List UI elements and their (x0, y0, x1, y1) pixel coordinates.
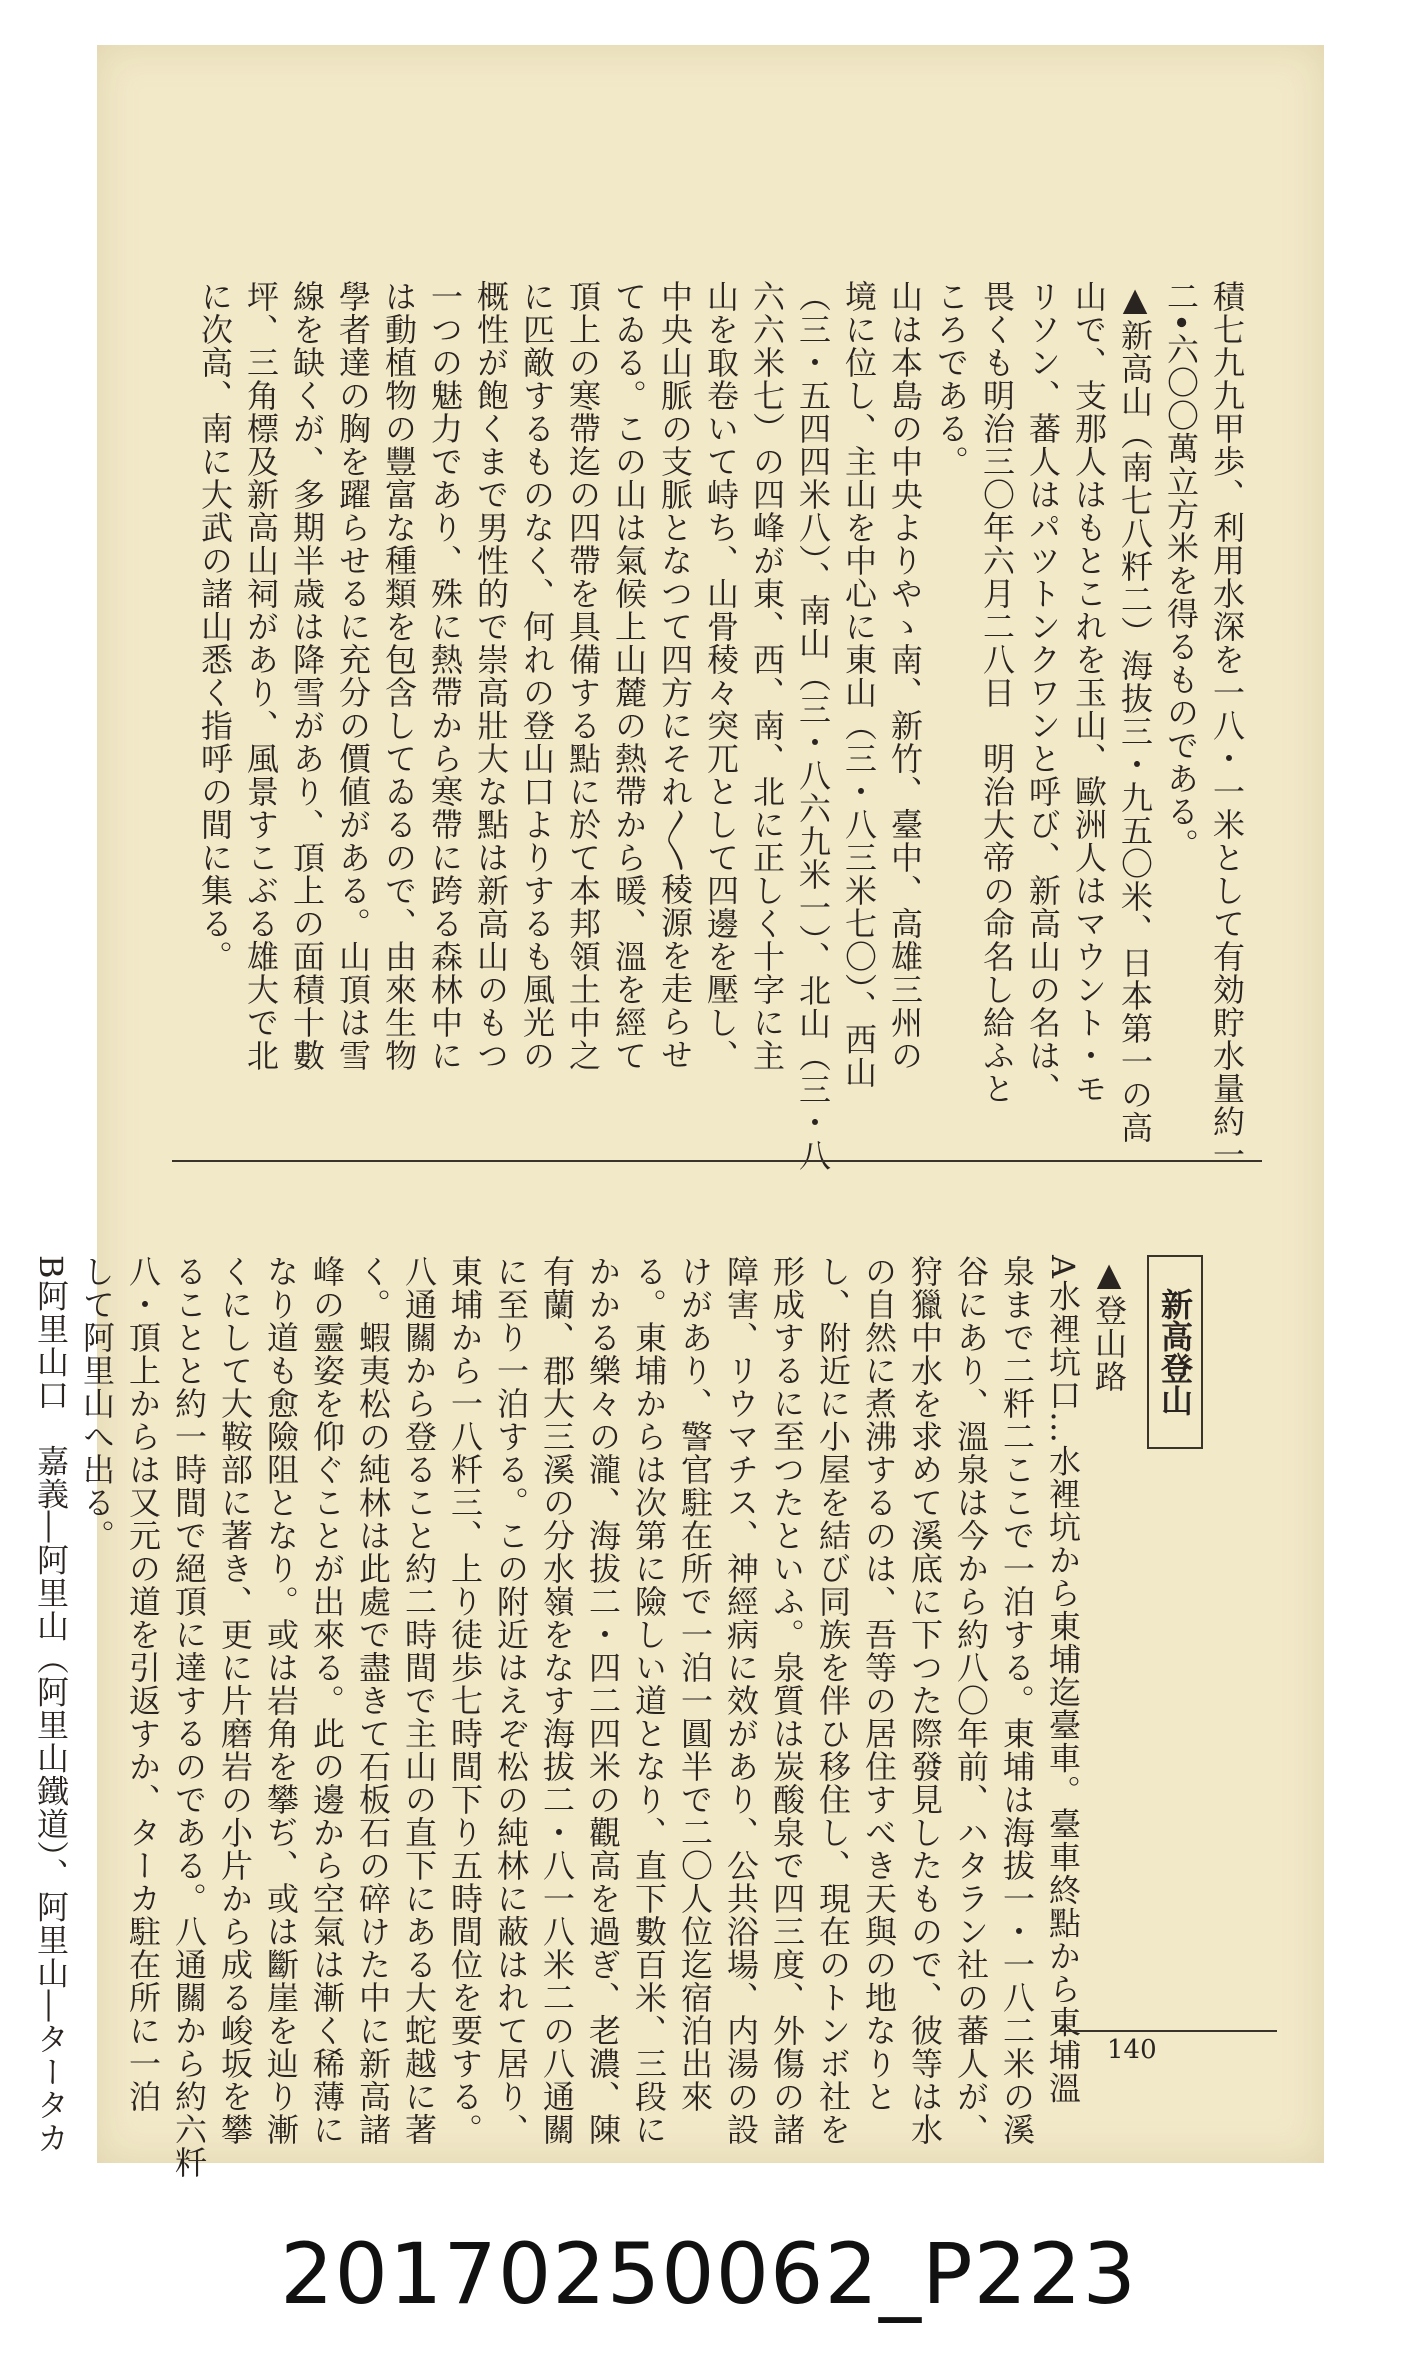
text-column: く。蝦夷松の純林は此處で盡きて石板石の碎けた中に新高諸 (354, 1255, 392, 2146)
text-column: は動植物の豐富な種類を包含してゐるので、由來生物 (380, 280, 418, 1072)
text-column: 山は本島の中央よりやゝ南、新竹、臺中、高雄三州の (886, 280, 924, 1072)
text-column: 形成するに至つたといふ。泉質は炭酸泉で四三度、外傷の諸 (768, 1255, 806, 2146)
text-column: 線を缺くが、多期半歳は降雪があり、頂上の面積十數 (288, 280, 326, 1072)
text-column: 峰の靈姿を仰ぐことが出來る。此の邊から空氣は漸く稀薄に (308, 1255, 346, 2146)
text-column: 東埔から一八粁三、上り徒歩七時間下り五時間位を要する。 (446, 1255, 484, 2146)
top-text-section (192, 280, 1250, 1172)
text-column: 頂上の寒帶迄の四帶を具備する點に於て本邦領土中之 (564, 280, 602, 1072)
text-column: 積七九九甲歩、利用水深を一八・一米として有効貯水量約一 (1208, 280, 1246, 1171)
image-id-label: 20170250062_P223 (280, 2225, 1137, 2323)
page-number: 140 (1107, 2035, 1157, 2065)
text-column: 狩獵中水を求めて溪底に下つた際發見したもので、彼等は水 (906, 1255, 944, 2146)
text-column: 山で、支那人はもとこれを玉山、歐洲人はマウント・モ (1070, 280, 1108, 1105)
text-column: （三・五四四米八）、南山（三・八六九米一）、北山（三・八 (794, 280, 832, 1172)
text-column: なり道も愈險阻となり。或は岩角を攀ぢ、或は斷崖を辿り漸 (262, 1255, 300, 2146)
text-column: ることと約一時間で絕頂に達するのである。八通關から約六粁 (170, 1255, 208, 2179)
text-column: 中央山脈の支脈となつて四方にそれ〳〵稜源を走らせ (656, 280, 694, 1071)
text-column: 八通關から登ること約二時間で主山の直下にある大蛇越に著 (400, 1255, 438, 2146)
text-column: 學者達の胸を躍らせるに充分の價値がある。山頂は雪 (334, 280, 372, 1072)
text-column: くにして大鞍部に著き、更に片磨岩の小片から成る峻坂を攀 (216, 1255, 254, 2146)
text-column: 障害、リウマチス、神經病に效があり、公共浴場、内湯の設 (722, 1255, 760, 2146)
text-column: る。東埔からは次第に險しい道となり、直下數百米、三段に (630, 1255, 668, 2146)
text-column: B阿里山口 嘉義―阿里山（阿里山鐵道）、阿里山―タータカ (32, 1255, 70, 2155)
text-column: リソン、蕃人はパツトンクワンと呼び、新高山の名は、 (1024, 280, 1062, 1105)
page-number-rule (1057, 2030, 1277, 2032)
section-divider (172, 1160, 1262, 1162)
text-column: 泉まで二粁二ここで一泊する。東埔は海拔一・一八二米の溪 (998, 1255, 1036, 2146)
text-column: 概性が飽くまで男性的で崇高壯大な點は新高山のもつ (472, 280, 510, 1072)
text-column: かかる樂々の瀧、海拔二・四二四米の觀高を過ぎ、老濃、陳 (584, 1255, 622, 2146)
text-column: 谷にあり、溫泉は今から約八〇年前、ハタラン社の蕃人が、 (952, 1255, 990, 2146)
text-column: に至り一泊する。この附近はえぞ松の純林に蔽はれて居り、 (492, 1255, 530, 2146)
text-column: 畏くも明治三〇年六月二八日 明治大帝の命名し給ふと (978, 280, 1016, 1105)
text-column: 山を取卷いて峙ち、山骨稜々突兀として四邊を壓し、 (702, 280, 740, 1072)
text-column: 八・頂上からは又元の道を引返すか、ターカ駐在所に一泊 (124, 1255, 162, 2113)
text-column: てゐる。この山は氣候上山麓の熱帶から暖、溫を經て (610, 280, 648, 1072)
text-column: 一つの魅力であり、殊に熱帶から寒帶に跨る森林中に (426, 280, 464, 1072)
text-column: ころである。 (932, 280, 970, 478)
text-column: 有蘭、郡大三溪の分水嶺をなす海拔二・八一八米二の八通關 (538, 1255, 576, 2146)
text-column: A水裡坑口…水裡坑から東埔迄臺車。臺車終點から東埔溫 (1044, 1255, 1082, 2105)
text-column: して阿里山へ出る。 (78, 1255, 116, 1552)
text-column: に次高、南に大武の諸山悉く指呼の間に集る。 (196, 280, 234, 973)
text-column: 二•六〇〇萬立方米を得るものである。 (1162, 280, 1200, 861)
text-column: に匹敵するものなく、何れの登山口よりするも風光の (518, 280, 556, 1072)
text-column: の自然に煮沸するのは、吾等の居住すべき天與の地なりと (860, 1255, 898, 2113)
text-column: 六六米七）の四峰が東、西、南、北に正しく十字に主 (748, 280, 786, 1072)
section-title-column: ▲新高山（南七八粁二）海抜三・九五〇米、日本第一の高 (1116, 280, 1154, 1144)
text-column: 境に位し、主山を中心に東山（三・八三米七〇）、西山 (840, 280, 878, 1089)
book-page (32, 45, 1324, 2179)
section-heading-box (1147, 1255, 1203, 1449)
text-column: し、附近に小屋を結び同族を伴ひ移住し、現在のトンボ社を (814, 1255, 852, 2146)
section-heading: 新高登山 (1156, 1288, 1194, 1416)
text-column: けがあり、警官駐在所で一泊一圓半で二〇人位迄宿泊出來 (676, 1255, 714, 2113)
subsection-title-column: ▲登山路 (1090, 1255, 1128, 1393)
text-column: 坪、三角標及新高山祠があり、風景すこぶる雄大で北 (242, 280, 280, 1072)
